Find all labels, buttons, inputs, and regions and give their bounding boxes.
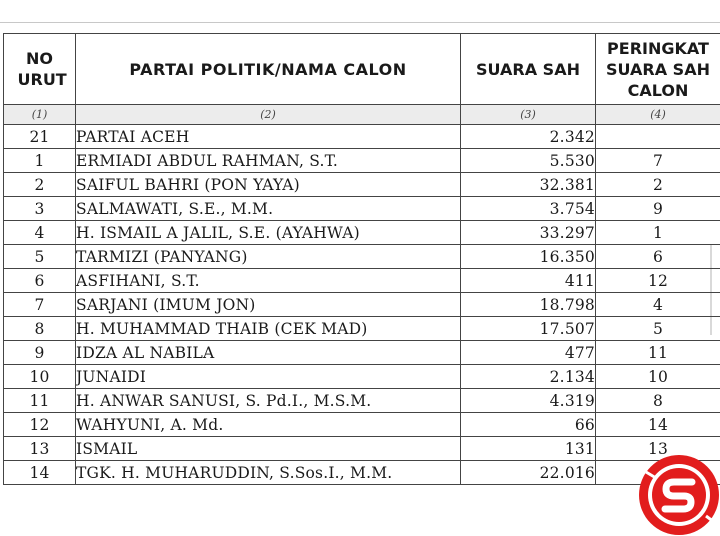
vote-count: 131 [461, 437, 596, 461]
s-brand-logo-icon [636, 452, 720, 536]
row-number: 6 [4, 269, 76, 293]
header-party-name: PARTAI POLITIK/NAMA CALON [76, 34, 461, 105]
row-number: 21 [4, 125, 76, 149]
column-number: (3) [461, 105, 596, 125]
vote-count: 477 [461, 341, 596, 365]
column-number: (4) [596, 105, 720, 125]
table-body [4, 125, 720, 485]
table-row [4, 125, 720, 149]
row-number: 4 [4, 221, 76, 245]
column-number: (1) [4, 105, 76, 125]
row-number: 12 [4, 413, 76, 437]
vote-results-table [3, 33, 720, 485]
vote-count: 32.381 [461, 173, 596, 197]
vote-count: 18.798 [461, 293, 596, 317]
header-rank-text: PERINGKAT SUARA SAH CALON [606, 38, 710, 100]
table-row [4, 413, 720, 437]
row-number: 7 [4, 293, 76, 317]
vote-count: 16.350 [461, 245, 596, 269]
rank-value: 9 [596, 197, 720, 221]
row-number: 3 [4, 197, 76, 221]
header-row [4, 34, 720, 105]
rank-value: 1 [596, 221, 720, 245]
candidate-name: IDZA AL NABILA [76, 341, 461, 365]
rank-value: 10 [596, 365, 720, 389]
candidate-name: TARMIZI (PANYANG) [76, 245, 461, 269]
row-number: 10 [4, 365, 76, 389]
row-number: 13 [4, 437, 76, 461]
candidate-name: H. ANWAR SANUSI, S. Pd.I., M.S.M. [76, 389, 461, 413]
row-number: 11 [4, 389, 76, 413]
row-number: 9 [4, 341, 76, 365]
vote-count: 5.530 [461, 149, 596, 173]
table-row [4, 365, 720, 389]
vote-count: 17.507 [461, 317, 596, 341]
rank-value: 13 [596, 437, 720, 461]
table-row [4, 317, 720, 341]
candidate-name: SARJANI (IMUM JON) [76, 293, 461, 317]
candidate-name: JUNAIDI [76, 365, 461, 389]
row-number: 2 [4, 173, 76, 197]
top-divider [0, 22, 720, 23]
vote-count: 22.016 [461, 461, 596, 485]
candidate-name: ISMAIL [76, 437, 461, 461]
table-row [4, 389, 720, 413]
rank-value: 5 [596, 317, 720, 341]
candidate-name: TGK. H. MUHARUDDIN, S.Sos.I., M.M. [76, 461, 461, 485]
vote-count: 66 [461, 413, 596, 437]
row-number: 8 [4, 317, 76, 341]
row-number: 1 [4, 149, 76, 173]
table-row [4, 269, 720, 293]
column-number-row [4, 105, 720, 125]
candidate-name: PARTAI ACEH [76, 125, 461, 149]
rank-value: 7 [596, 149, 720, 173]
table-row [4, 341, 720, 365]
header-no-urut [4, 34, 76, 105]
header-no-text: NO URUT [17, 49, 67, 89]
rank-value: 4 [596, 293, 720, 317]
vote-count: 3.754 [461, 197, 596, 221]
table-row [4, 173, 720, 197]
table-row [4, 221, 720, 245]
table-row [4, 197, 720, 221]
candidate-name: H. ISMAIL A JALIL, S.E. (AYAHWA) [76, 221, 461, 245]
candidate-name: SAIFUL BAHRI (PON YAYA) [76, 173, 461, 197]
vote-count: 33.297 [461, 221, 596, 245]
table-row [4, 149, 720, 173]
column-number: (2) [76, 105, 461, 125]
rank-value: 8 [596, 389, 720, 413]
rank-value [596, 125, 720, 149]
rank-value: 12 [596, 269, 720, 293]
table-row [4, 293, 720, 317]
candidate-name: SALMAWATI, S.E., M.M. [76, 197, 461, 221]
vote-count: 2.342 [461, 125, 596, 149]
rank-value: 2 [596, 173, 720, 197]
table-row [4, 245, 720, 269]
candidate-name: H. MUHAMMAD THAIB (CEK MAD) [76, 317, 461, 341]
row-number: 14 [4, 461, 76, 485]
vote-count: 2.134 [461, 365, 596, 389]
candidate-name: WAHYUNI, A. Md. [76, 413, 461, 437]
header-rank [596, 34, 720, 105]
candidate-name: ERMIADI ABDUL RAHMAN, S.T. [76, 149, 461, 173]
rank-value: 6 [596, 245, 720, 269]
row-number: 5 [4, 245, 76, 269]
table-row [4, 437, 720, 461]
table-row [4, 461, 720, 485]
header-votes: SUARA SAH [461, 34, 596, 105]
vote-count: 4.319 [461, 389, 596, 413]
rank-value: 14 [596, 413, 720, 437]
rank-value: 11 [596, 341, 720, 365]
vote-count: 411 [461, 269, 596, 293]
candidate-name: ASFIHANI, S.T. [76, 269, 461, 293]
